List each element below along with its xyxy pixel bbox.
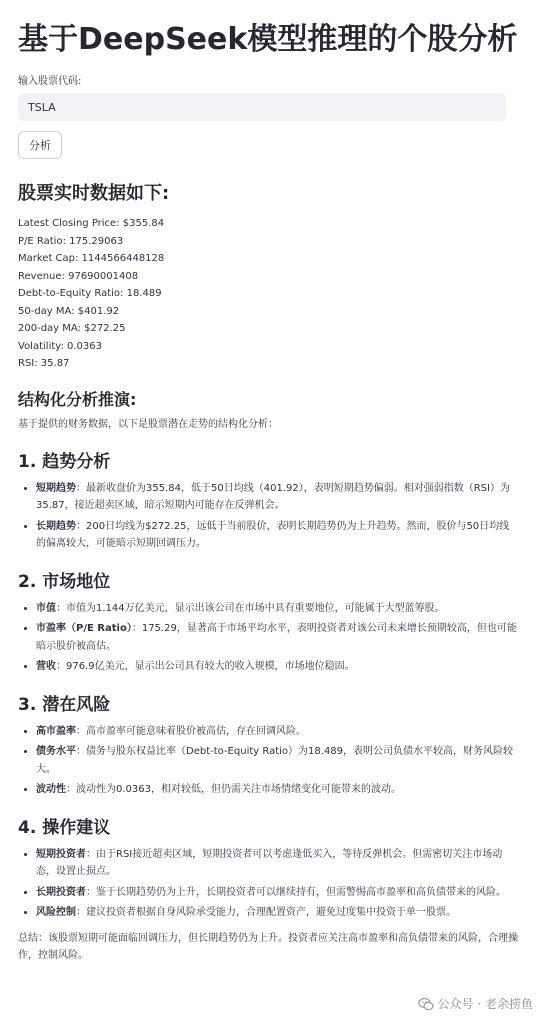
item-sep: ： — [131, 623, 142, 634]
item-text: 债务与股东权益比率（Debt-to-Equity Ratio）为18.489，表明公司负债水平较高，财务风险较大。 — [36, 746, 514, 775]
item-text: 高市盈率可能意味着股价被高估，存在回调风险。 — [86, 725, 306, 737]
metric-line: RSI: 35.87 — [18, 358, 70, 369]
metric-line: 200-day MA: $272.25 — [18, 323, 126, 334]
metric-line: Latest Closing Price: $355.84 — [18, 218, 165, 229]
watermark — [418, 995, 533, 1012]
item-label: 债务水平 — [36, 746, 76, 757]
metric-line: P/E Ratio: 175.29063 — [18, 235, 124, 247]
item-label: 长期投资者 — [36, 886, 86, 898]
item-sep: ： — [76, 520, 86, 532]
item-text: 200日均线为$272.25，远低于当前股价，表明长期趋势仍为上升趋势。然而，股价与50日均线的偏离较大，可能暗示短期回调压力。 — [36, 520, 510, 549]
section-list — [18, 480, 531, 553]
analysis-heading: 结构化分析推演: — [18, 389, 137, 409]
page-title: 基于DeepSeek模型推理的个股分析 — [18, 22, 518, 57]
item-sep: ： — [76, 482, 86, 494]
item-sep: ： — [76, 907, 86, 918]
item-label: 高市盈率 — [36, 725, 76, 737]
item-text: 鉴于长期趋势仍为上升，长期投资者可以继续持有，但需警惕高市盈率和高负债带来的风险。 — [96, 886, 506, 898]
section-heading: 4. 操作建议 — [18, 817, 111, 838]
item-label: 风险控制 — [36, 907, 76, 918]
metric-line: Market Cap: 1144566448128 — [18, 253, 165, 264]
item-label: 短期趋势 — [36, 482, 76, 494]
item-label: 长期趋势 — [36, 520, 76, 532]
list-item — [36, 781, 518, 799]
section-heading: 2. 市场地位 — [18, 571, 111, 592]
section-list — [18, 846, 531, 922]
wechat-icon — [418, 996, 434, 1012]
item-label: 波动性 — [36, 784, 66, 795]
item-sep: ： — [56, 602, 66, 614]
list-item — [36, 904, 518, 922]
section-heading: 1. 趋势分析 — [18, 451, 111, 472]
metric-line: 50-day MA: $401.92 — [18, 305, 120, 317]
item-sep: ： — [76, 725, 86, 737]
metric-line: Revenue: 97690001408 — [18, 270, 139, 282]
list-item — [36, 846, 518, 881]
item-sep: ： — [66, 784, 76, 795]
metrics-list — [18, 215, 531, 373]
item-label: 市值 — [36, 602, 56, 614]
item-text: 976.9亿美元，显示出公司具有较大的收入规模，市场地位稳固。 — [66, 661, 355, 672]
item-label: 营收 — [36, 661, 56, 672]
item-label: 市盈率（P/E Ratio） — [36, 623, 132, 634]
stock-code-input[interactable] — [18, 93, 506, 121]
item-sep: ： — [86, 886, 96, 898]
item-text: 175.29，显著高于市场平均水平，表明投资者对该公司未来增长预期较高，但也可能暗示股价被高估。 — [36, 623, 517, 652]
list-item — [36, 518, 518, 553]
list-item — [36, 743, 518, 778]
analysis-intro: 基于提供的财务数据，以下是股票潜在走势的结构化分析： — [18, 418, 278, 430]
list-item — [36, 884, 518, 902]
item-sep: ： — [76, 746, 86, 757]
item-text: 建议投资者根据自身风险承受能力，合理配置资产，避免过度集中投资于单一股票。 — [86, 907, 456, 918]
summary-text: 总结：该股票短期可能面临回调压力，但长期趋势仍为上升。投资者应关注高市盈率和高负债带来的风险，合理操作，控制风险。 — [18, 932, 518, 961]
section-list — [18, 600, 531, 676]
item-text: 由于RSI接近超卖区域，短期投资者可以考虑逢低买入，等待反弹机会。但需密切关注市场动态，设置止损点。 — [36, 848, 503, 877]
realtime-heading: 股票实时数据如下: — [18, 183, 170, 204]
item-sep: ： — [56, 661, 66, 672]
metric-line: Volatility: 0.0363 — [18, 340, 102, 352]
stock-code-label: 输入股票代码: — [18, 76, 82, 87]
list-item — [36, 723, 518, 741]
analyze-button[interactable]: 分析 — [18, 131, 62, 159]
watermark-text: 公众号 · 老余捞鱼 — [437, 997, 533, 1011]
section-heading: 3. 潜在风险 — [18, 694, 111, 715]
section-list — [18, 723, 531, 799]
item-text: 最新收盘价为355.84，低于50日均线（401.92），表明短期趋势偏弱。相对强弱指数（RSI）为35.87，接近超卖区域，暗示短期内可能存在反弹机会。 — [36, 482, 510, 511]
item-text: 市值为1.144万亿美元，显示出该公司在市场中具有重要地位，可能属于大型蓝筹股。 — [66, 602, 445, 614]
list-item — [36, 480, 518, 515]
item-label: 短期投资者 — [36, 848, 86, 860]
item-text: 波动性为0.0363，相对较低，但仍需关注市场情绪变化可能带来的波动。 — [76, 784, 401, 795]
list-item — [36, 600, 518, 618]
list-item — [36, 658, 518, 676]
list-item — [36, 620, 518, 655]
item-sep: ： — [86, 848, 96, 860]
metric-line: Debt-to-Equity Ratio: 18.489 — [18, 288, 162, 299]
